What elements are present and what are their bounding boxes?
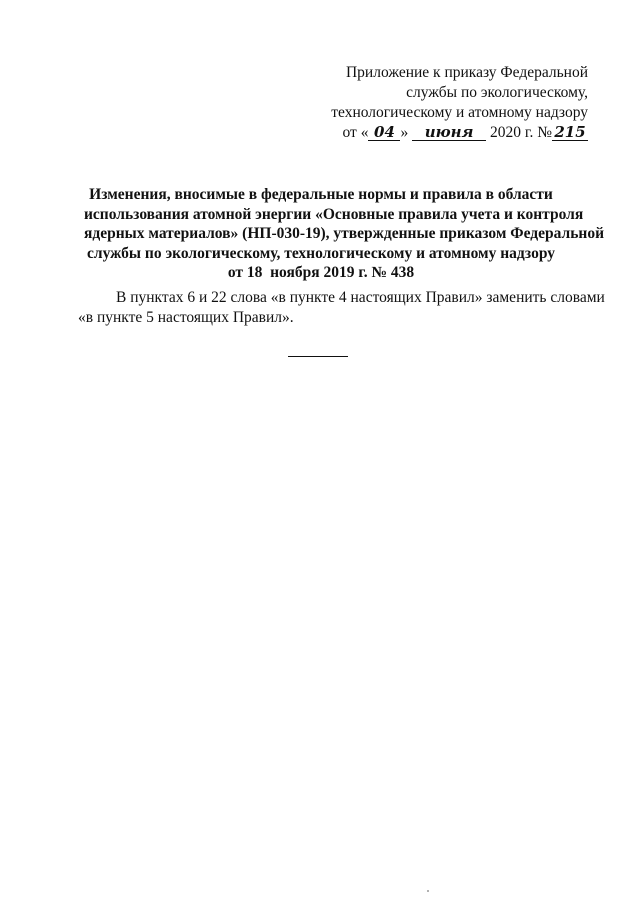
title-line-3: ядерных материалов» (НП-030-19), утвержденные приказом Федеральной xyxy=(84,225,605,242)
handwritten-order-number: 215 xyxy=(552,124,588,141)
date-mid: » xyxy=(400,124,409,141)
appendix-header xyxy=(318,63,588,143)
year-text: 2020 г. № xyxy=(489,124,552,141)
date-prefix: от « xyxy=(342,124,369,141)
title-line-2: использования атомной энергии «Основные правила учета и контроля xyxy=(84,205,584,223)
body-paragraph xyxy=(78,288,605,328)
appendix-date-line xyxy=(318,123,588,143)
title-line-5: от 18 ноября 2019 г. № 438 xyxy=(227,264,415,281)
appendix-line-1: Приложение к приказу Федеральной xyxy=(345,64,588,81)
body-line-1: В пунктах 6 и 22 слова «в пункте 4 настоящих Правил» заменить словами xyxy=(116,289,605,306)
appendix-line-3: технологическому и атомному надзору xyxy=(331,104,588,121)
body-line-2: «в пункте 5 настоящих Правил». xyxy=(78,309,294,326)
scan-speck xyxy=(427,890,429,892)
end-separator-line xyxy=(288,356,348,357)
document-title xyxy=(84,185,605,283)
title-line-1: Изменения, вносимые в федеральные нормы и правила в области xyxy=(89,186,553,203)
appendix-line-2: службы по экологическому, xyxy=(406,84,588,101)
handwritten-month: июня xyxy=(412,124,486,141)
title-line-4: службы по экологическому, технологическому и атомному надзору xyxy=(87,244,555,262)
handwritten-day: 04 xyxy=(368,124,400,141)
